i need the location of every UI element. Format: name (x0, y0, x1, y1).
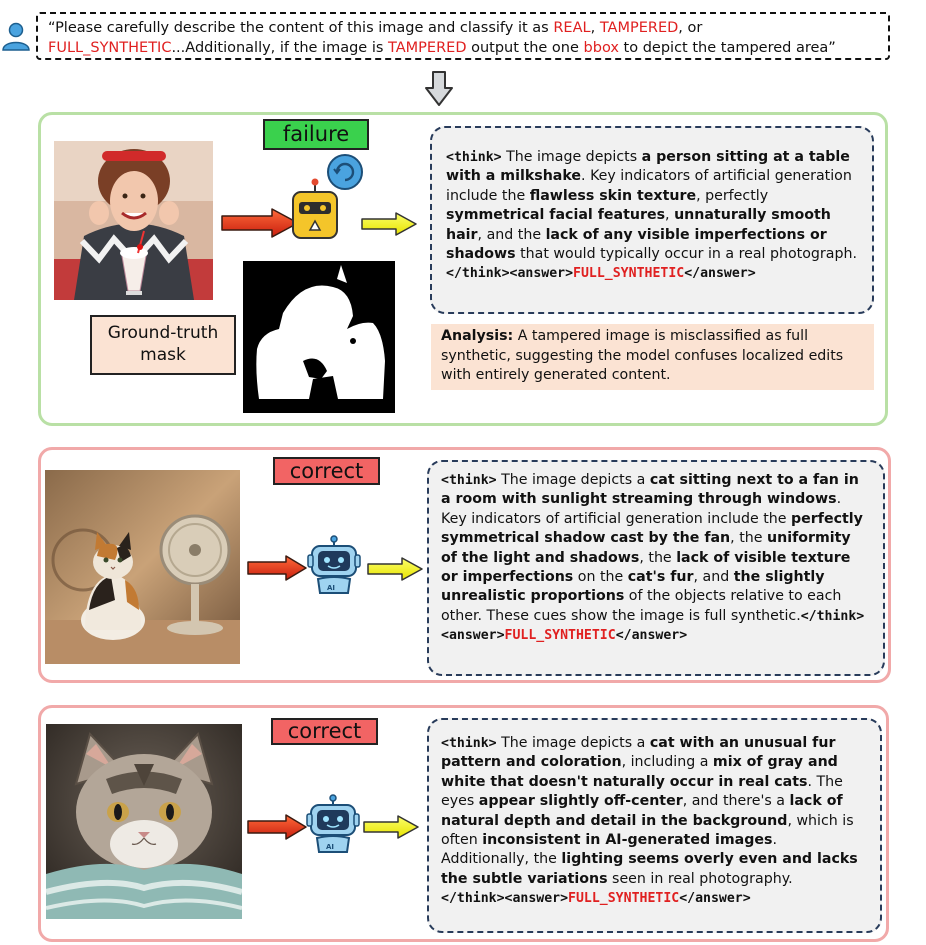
robot-icon-blue (306, 535, 362, 595)
cat-fan-photo (45, 470, 240, 664)
prompt-text: “Please carefully describe the content of this image and classify it as (48, 20, 554, 36)
down-arrow-icon (424, 70, 454, 108)
ground-truth-mask (243, 261, 395, 413)
failure-tag: failure (263, 119, 369, 150)
svg-text:AI: AI (327, 584, 336, 592)
think-answer-box-2: <think> The image depicts a cat sitting next to a fan in a room with sunlight streaming through windows. Key indicators of artificial generation include the perfectly symmetrical shadow cast by the fan, the uniformity of the light and shadows, the lack of visible texture or imperfections on the cat's fur, and the slightly unrealistic proportions of the objects relative to each other. These cues show the image is full synthetic.</think><answer>FULL_SYNTHETIC</answer> (427, 460, 885, 676)
prompt-sep: , (590, 20, 600, 36)
prompt-tampered-keyword: TAMPERED (599, 20, 679, 36)
correct-tag: correct (271, 718, 378, 745)
yellow-arrow-icon (360, 212, 418, 236)
user-icon (0, 20, 32, 52)
prompt-text: to depict the tampered area” (618, 40, 836, 56)
woman-milkshake-photo (54, 141, 213, 300)
robot-icon-yellow (285, 150, 365, 245)
cat-blanket-photo (46, 724, 242, 919)
prompt-box (36, 12, 890, 60)
prompt-full-synthetic-keyword: FULL_SYNTHETIC (48, 40, 172, 56)
ground-truth-label: Ground-truth mask (90, 315, 236, 375)
prompt-tampered-keyword: TAMPERED (388, 40, 467, 56)
yellow-arrow-icon (362, 815, 420, 839)
answer-label: FULL_SYNTHETIC (573, 266, 685, 282)
think-answer-box-3: <think> The image depicts a cat with an unusual fur pattern and coloration, including a mix of gray and white that doesn't naturally occur in real cats. The eyes appear slightly off-center, and there's a lack of natural depth and detail in the background, which is often inconsistent in AI-generated images. Additionally, the lighting seems overly even and lacks the subtle variations seen in real photography. </think><answer>FULL_SYNTHETIC</answer> (427, 718, 882, 933)
prompt-sep: , or (678, 20, 703, 36)
analysis-box: Analysis: A tampered image is misclassified as full synthetic, suggesting the model confuses localized edits with entirely generated content. (431, 324, 874, 390)
think-answer-box-1: <think> The image depicts a person sitting at a table with a milkshake. Key indicators of artificial generation include the flawless skin texture, perfectly symmetrical facial features, unnaturally smooth hair, and the lack of any visible imperfections or shadows that would typically occur in a real photograph. </think><answer>FULL_SYNTHETIC</answer> (430, 126, 874, 314)
prompt-bbox-keyword: bbox (583, 40, 619, 56)
robot-icon-blue (305, 794, 361, 854)
correct-tag: correct (273, 457, 380, 485)
prompt-text: ...Additionally, if the image is (171, 40, 389, 56)
prompt-text: output the one (466, 40, 584, 56)
answer-label: FULL_SYNTHETIC (568, 891, 680, 907)
red-arrow-icon (246, 814, 308, 840)
red-arrow-icon (246, 555, 308, 581)
prompt-real-keyword: REAL (553, 20, 591, 36)
answer-label: FULL_SYNTHETIC (504, 628, 616, 644)
yellow-arrow-icon (366, 557, 424, 581)
svg-text:AI: AI (326, 843, 335, 851)
